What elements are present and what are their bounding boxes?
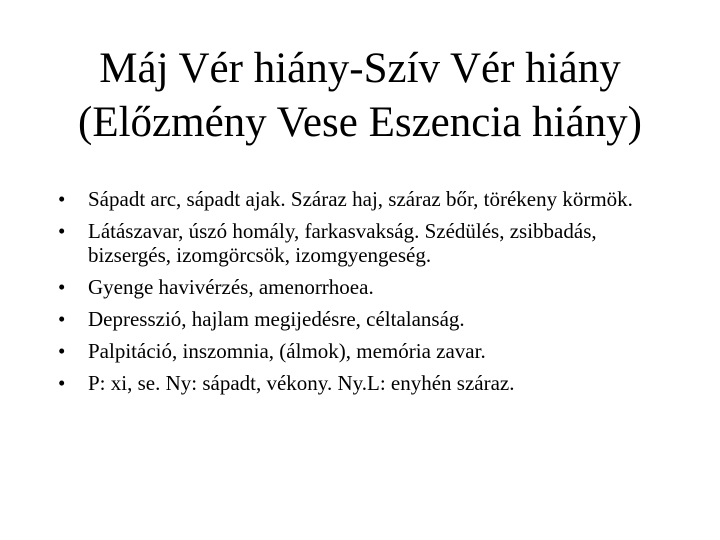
bullet-icon: • <box>58 187 66 211</box>
slide-title <box>36 42 684 150</box>
bullet-icon: • <box>58 371 66 395</box>
bullet-text: Depresszió, hajlam megijedésre, céltalanság. <box>88 307 465 331</box>
bullet-text: Palpitáció, inszomnia, (álmok), memória zavar. <box>88 339 486 363</box>
bullet-list <box>58 187 658 403</box>
bullet-icon: • <box>58 307 66 331</box>
bullet-item <box>58 275 658 299</box>
bullet-icon: • <box>58 275 66 299</box>
bullet-item <box>58 339 658 363</box>
bullet-icon: • <box>58 339 66 363</box>
bullet-icon: • <box>58 219 66 243</box>
bullet-item <box>58 187 658 211</box>
bullet-item <box>58 307 658 331</box>
slide-title-line-1: Máj Vér hiány-Szív Vér hiány <box>99 45 621 92</box>
bullet-item <box>58 371 658 395</box>
bullet-text: Látászavar, úszó homály, farkasvakság. Szédülés, zsibbadás, bizsergés, izomgörcsök, izomgyengeség. <box>88 219 597 267</box>
bullet-item <box>58 219 658 267</box>
bullet-text: Gyenge havivérzés, amenorrhoea. <box>88 275 374 299</box>
bullet-text: Sápadt arc, sápadt ajak. Száraz haj, száraz bőr, törékeny körmök. <box>88 187 633 211</box>
bullet-text: P: xi, se. Ny: sápadt, vékony. Ny.L: enyhén száraz. <box>88 371 515 395</box>
slide-title-line-2: (Előzmény Vese Eszencia hiány) <box>78 99 642 146</box>
